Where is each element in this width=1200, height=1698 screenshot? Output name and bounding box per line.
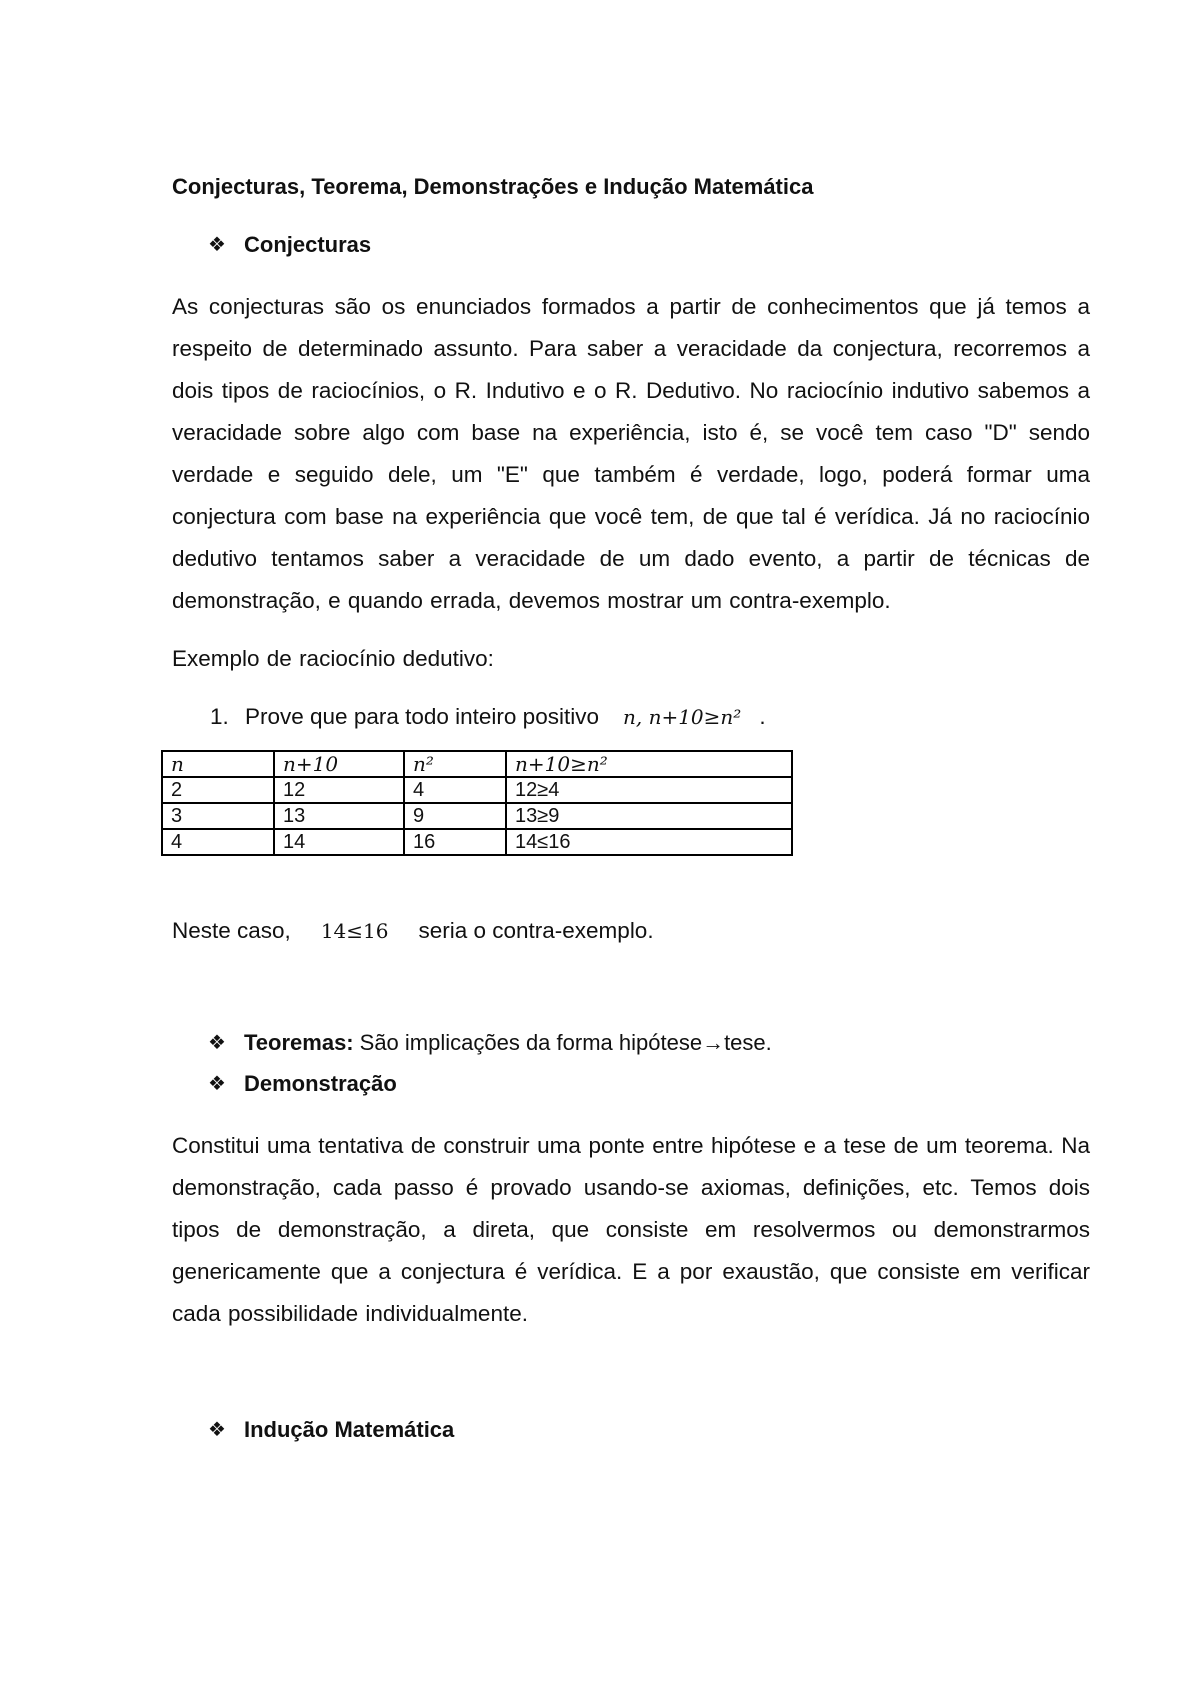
- table-row: [162, 803, 792, 829]
- paragraph-demonstracao: Constitui uma tentativa de construir uma ponte entre hipótese e a tese de um teorema. Na demonstração, cada passo é provado usando-se axiomas, definições, etc. Temos dois tipos de demonstração, a direta, que consiste em resolvermos ou demonstrarmos genericamente que a conjectura é verídica. E a por exaustão, que consiste em verificar cada possibilidade individualmente.: [172, 1133, 1090, 1326]
- list-formula: n, n+10≥n²: [622, 705, 742, 729]
- table-cell: 13≥9: [506, 803, 792, 829]
- heading-conjecturas: [208, 230, 1090, 260]
- table-cell: 16: [404, 829, 506, 855]
- document-content: [172, 160, 1090, 1445]
- list-end: .: [759, 704, 766, 729]
- table-cell: 3: [162, 803, 274, 829]
- table-row: [162, 777, 792, 803]
- table-cell: 4: [162, 829, 274, 855]
- conclusion-post: seria o contra-exemplo.: [418, 918, 654, 943]
- diamond-bullet-icon: ❖: [208, 1419, 226, 1441]
- numbered-item: [210, 696, 1090, 738]
- table-cell: 12: [274, 777, 404, 803]
- teoremas-text: São implicações da forma hipótese: [359, 1030, 703, 1055]
- list-number: 1.: [210, 704, 229, 729]
- table-header-row: [162, 751, 792, 777]
- conclusion-pre: Neste caso,: [172, 918, 291, 943]
- page-title: Conjecturas, Teorema, Demonstrações e Indução Matemática: [172, 174, 814, 199]
- diamond-bullet-icon: ❖: [208, 1073, 226, 1095]
- table-cell: 14≤16: [506, 829, 792, 855]
- table-cell: 13: [274, 803, 404, 829]
- heading-demonstracao-text: Demonstração: [244, 1071, 397, 1096]
- example-intro: Exemplo de raciocínio dedutivo:: [172, 646, 494, 671]
- heading-teoremas: [208, 1028, 1090, 1058]
- table-header-cell: n²: [404, 751, 506, 777]
- conclusion-line: [172, 910, 1090, 952]
- heading-teoremas-text: Teoremas:: [244, 1030, 354, 1055]
- table-header-cell: n: [162, 751, 274, 777]
- diamond-outline-bullet-icon: ❖: [208, 1032, 226, 1054]
- table-row: [162, 829, 792, 855]
- diamond-bullet-icon: ❖: [208, 234, 226, 256]
- table-cell: 12≥4: [506, 777, 792, 803]
- paragraph-conjecturas: As conjecturas são os enunciados formados a partir de conhecimentos que já temos a respeito de determinado assunto. Para saber a veracidade da conjectura, recorremos a dois tipos de raciocínios, o R. Indutivo e o R. Dedutivo. No raciocínio indutivo sabemos a veracidade sobre algo com base na experiência, isto é, se você tem caso "D" sendo verdade e seguido dele, um "E" que também é verdade, logo, poderá formar uma conjectura com base na experiência que você tem, de que tal é verídica. Já no raciocínio dedutivo tentamos saber a veracidade de um dado evento, a partir de técnicas de demonstração, e quando errada, devemos mostrar um contra-exemplo.: [172, 294, 1090, 613]
- arrow-right-icon: →: [702, 1030, 725, 1055]
- conclusion-formula: 14≤16: [320, 919, 389, 943]
- table-cell: 9: [404, 803, 506, 829]
- heading-inducao-text: Indução Matemática: [244, 1417, 455, 1442]
- table-cell: 2: [162, 777, 274, 803]
- table-header-cell: n+10≥n²: [506, 751, 792, 777]
- teoremas-text-end: tese.: [724, 1030, 772, 1055]
- heading-demonstracao: [208, 1069, 1090, 1099]
- list-text: Prove que para todo inteiro positivo: [245, 704, 599, 729]
- heading-inducao: [208, 1415, 1090, 1445]
- table-cell: 4: [404, 777, 506, 803]
- heading-conjecturas-text: Conjecturas: [244, 232, 372, 257]
- table-cell: 14: [274, 829, 404, 855]
- table-header-cell: n+10: [274, 751, 404, 777]
- example-table: [161, 750, 793, 856]
